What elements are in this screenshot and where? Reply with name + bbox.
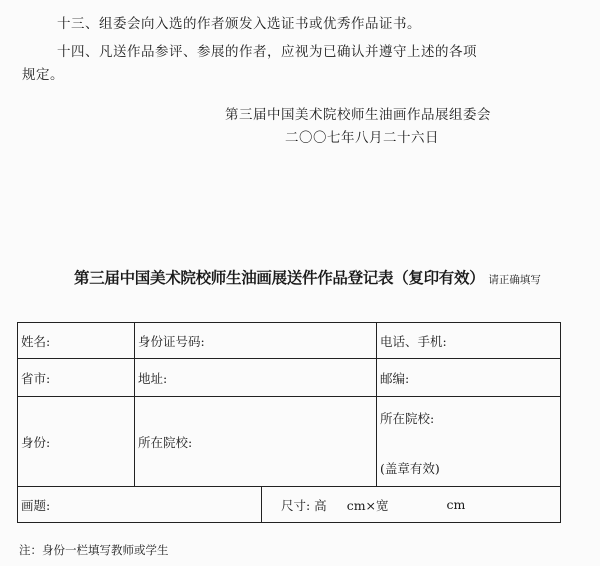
artwork-title-label: 画题: [21,497,51,513]
phone-label: 电话、手机: [380,333,447,349]
school-label: 所在院校: [138,434,193,450]
size-height-label: 尺寸: 高 [281,497,327,513]
school-seal-cell[interactable] [377,397,561,487]
rule-13: 十三、组委会向入选的作者颁发入选证书或优秀作品证书。 [57,16,421,32]
signature-date: 二〇〇七年八月二十六日 [285,130,439,146]
signature-organization: 第三届中国美术院校师生油画作品展组委会 [225,107,491,123]
artwork-title-cell[interactable] [18,487,262,523]
name-cell[interactable] [18,323,135,359]
postcode-label: 邮编: [380,370,410,386]
school-cell[interactable] [135,397,377,487]
form-title-text: 第三届中国美术院校师生油画展送件作品登记表（复印有效） [74,269,485,287]
registration-table [17,322,561,523]
identity-label: 身份: [21,434,51,450]
address-label: 地址: [138,370,168,386]
size-width-label: cm×宽 [346,497,389,513]
id-number-cell[interactable] [135,323,377,359]
id-number-label: 身份证号码: [138,333,205,349]
province-label: 省市: [21,370,51,386]
size-cell[interactable] [262,487,561,523]
school-seal-stack [380,403,557,481]
table-row [18,487,561,523]
identity-cell[interactable] [18,397,135,487]
table-row [18,397,561,487]
seal-note: (盖章有效) [380,460,440,476]
postcode-cell[interactable] [377,359,561,397]
name-label: 姓名: [21,333,51,349]
table-row [18,359,561,397]
form-title [74,266,541,288]
size-cm-label: cm [446,497,466,512]
form-note: 注：身份一栏填写教师或学生 [19,543,169,557]
phone-cell[interactable] [377,323,561,359]
size-row [265,496,557,514]
address-cell[interactable] [135,359,377,397]
school-right-label: 所在院校: [380,410,435,426]
province-cell[interactable] [18,359,135,397]
rule-14-continued: 规定。 [22,67,64,83]
form-hint: 请正确填写 [488,274,541,286]
table-row [18,323,561,359]
rule-14: 十四、凡送作品参评、参展的作者，应视为已确认并遵守上述的各项 [57,44,477,60]
